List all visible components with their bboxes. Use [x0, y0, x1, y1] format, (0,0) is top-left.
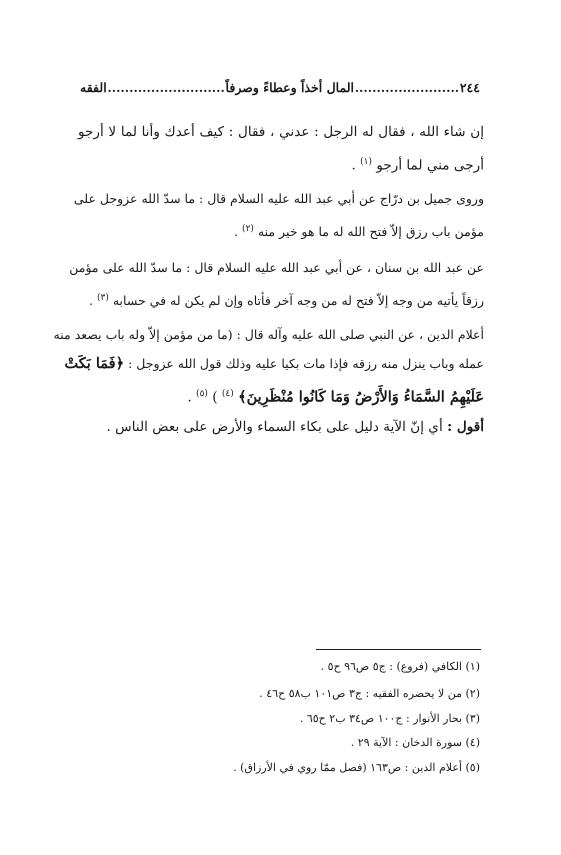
- body-line-10: أقول : أي إنّ الآية دليل على بكاء السماء والأرض على بعض الناس .: [106, 419, 484, 435]
- footnote-1: (١) الكافي (فروع) : ج٥ ص٩٦ ح٥ .: [320, 660, 480, 673]
- book-section: الفقه: [80, 80, 107, 95]
- aqul-label: أقول :: [447, 419, 484, 435]
- body-line-6: رزقاً يأتيه من وجه إلاّ فتح له من وجه آخر فأتاه وإن لم يكن له في حسابه $^{(٣)}$ .: [89, 293, 484, 309]
- body-line-2: أرجى مني لما أرجو $^{(١)}$ .: [351, 157, 484, 174]
- footnote-ref-4: (٤): [221, 389, 234, 399]
- running-header: [80, 80, 480, 100]
- footnote-ref-1: (١): [360, 157, 372, 167]
- footnote-ref-3: (٣): [96, 293, 109, 303]
- footnote-separator: [316, 649, 481, 650]
- body-line-8: عمله وباب ينزل منه رزقه فإذا مات بكيا عليه وذلك قول الله عزوجل : ﴿فَمَا بَكَتْ: [64, 355, 484, 372]
- body-line-3: وروى جميل بن درّاج عن أبي عبد الله عليه السلام قال : ما سدّ الله عزوجل على: [73, 191, 484, 206]
- body-line-7: أعلام الدين ، عن النبي صلى الله عليه وآله قال : (ما من مؤمن إلاّ وله باب يصعد منه: [53, 327, 484, 342]
- quran-verse-end: عَلَيْهِمُ السَّمَاءُ وَالأَرْضُ وَمَا كَانُوا مُنْظَرِينَ﴾: [238, 388, 484, 406]
- footnote-2: (٢) من لا يحضره الفقيه : ج٣ ص١٠١ ب٥٨ ح٤٦ .: [259, 687, 480, 700]
- footnote-3: (٣) بحار الأنوار : ج١٠٠ ص٣٤ ب٢ ح٦٥ .: [299, 712, 480, 725]
- footnote-ref-2: (٢): [242, 224, 254, 234]
- footnote-4: (٤) سورة الدخان : الآية ٢٩ .: [350, 736, 480, 749]
- page-number: ٢٤٤: [459, 80, 480, 95]
- body-line-5: عن عبد الله بن سنان ، عن أبي عبد الله عليه السلام قال : ما سدّ الله على مؤمن: [69, 260, 484, 275]
- body-line-4: مؤمن باب رزق إلاّ فتح الله له ما هو خير منه $^{(٢)}$ .: [234, 224, 484, 240]
- header-dots-left: ...........................: [107, 80, 225, 95]
- body-line-9: عَلَيْهِمُ السَّمَاءُ وَالأَرْضُ وَمَا كَانُوا مُنْظَرِينَ﴾ $^{(٤)}$ ) $^{(٥)}$ .: [187, 388, 484, 406]
- chapter-title: المال أخذاً وعطاءً وصرفاً: [225, 80, 355, 95]
- header-dots-right: ........................: [354, 80, 460, 95]
- quran-verse-start: ﴿فَمَا بَكَتْ: [64, 355, 125, 372]
- footnote-ref-5: (٥): [196, 389, 208, 399]
- footnote-5: (٥) أعلام الدين : ص١٦٣ (فصل ممّا روي في الأرزاق) .: [233, 761, 480, 774]
- body-line-1: إن شاء الله ، فقال له الرجل : عدني ، فقال : كيف أعدك وأنا لما لا أرجو: [78, 124, 484, 140]
